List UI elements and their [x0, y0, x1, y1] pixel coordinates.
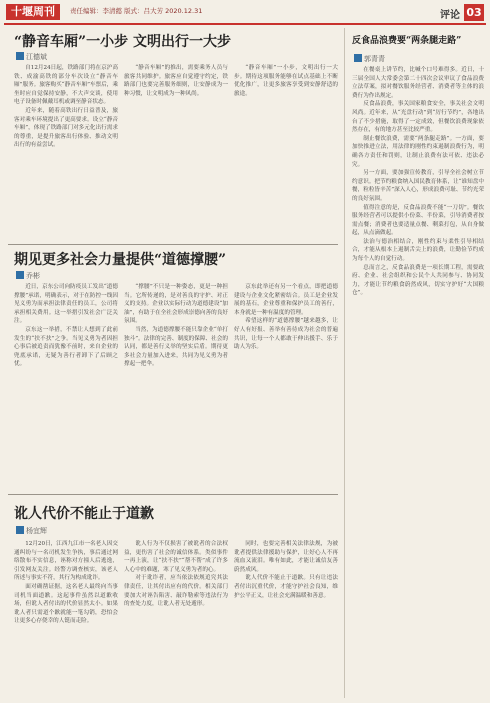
author-name: 杨宜辉	[26, 527, 47, 535]
paragraph: 当然，为道德撑腰不能只靠企业“单打独斗”。法律的完善、制度的保障、社会的认同，都是善行义举的坚实后盾。期待更多社会力量加入进来，共同为见义勇为者撑起一把伞。	[124, 326, 228, 368]
article-column	[14, 64, 118, 232]
author-marker-icon	[16, 526, 24, 534]
author-name: 江德斌	[26, 53, 47, 61]
author-name: 郭青青	[364, 55, 385, 63]
article-title: 反食品浪费要“两条腿走路”	[352, 36, 462, 46]
paragraph: 自12月24日起，铁路部门将在京沪高铁、成渝高铁的部分车次设立“静音车厢”服务。旅客购买“静音车厢”车票后，乘坐时应自觉保持安静，不大声交谈，使用电子设备时佩戴耳机或调至静音状态。	[14, 65, 118, 106]
article-column	[124, 64, 228, 232]
article-column	[234, 64, 338, 232]
article-body	[14, 64, 338, 232]
paragraph: 讹人代价不能止于道歉。只有让违法者付出沉重代价，才能守护社会良知，维护公平正义，让社会充满温暖和善意。	[234, 575, 338, 599]
article-title: 讹人代价不能止于道歉	[14, 506, 154, 522]
article-column	[14, 540, 118, 698]
article-column	[234, 283, 338, 483]
paragraph: 总而言之，反食品浪费是一项长期工程，需要政府、企业、社会组织和公民个人共同参与、协同发力，才能让节约粮食蔚然成风，切实守护好“大国粮仓”。	[352, 264, 484, 297]
paragraph: 在餐桌上讲节约，比喊个口号难得多。近日，十三届全国人大常委会第二十四次会议审议了食品浪费立法草案，拟对餐饮服务经营者、消费者等主体的浪费行为作出规定。	[352, 67, 484, 99]
paragraph: 反食品浪费，事关国家粮食安全，事关社会文明风尚。近年来，从“光盘行动”到“厉行节约”，各地出台了不少措施，取得了一定成效，但餐饮浪费现象依然存在，有的地方甚至比较严重。	[352, 101, 484, 134]
article-column	[124, 283, 228, 483]
article-byline	[16, 526, 47, 536]
article-byline	[16, 271, 40, 281]
article-body	[14, 283, 338, 483]
section-name: 评论	[440, 10, 460, 21]
article-title: “静音车厢”一小步 文明出行一大步	[14, 34, 231, 50]
paragraph: 制止餐饮浪费，需要“两条腿走路”。一方面，要加快推进立法，用法律的刚性约束遏制浪费行为，明确各方责任和罚则，让制止浪费有法可依、违法必究。	[352, 135, 484, 168]
page-number: 03	[464, 4, 484, 21]
author-name: 乔彬	[26, 272, 40, 280]
paragraph: 对于讹诈者，应当依法依规追究其法律责任，让其付出应有的代价。相关部门要加大对诬告陷害、敲诈勒索等违法行为的查处力度，让讹人者无处遁形。	[124, 575, 228, 608]
article-column	[124, 540, 228, 698]
article-body	[14, 540, 338, 698]
paragraph: 值得注意的是，反食品浪费不能“一刀切”。餐饮服务经营者可以提供小份菜、半份菜，引导消费者按需点餐；消费者也要适量点餐、剩菜打包，从自身做起，从点滴做起。	[352, 204, 484, 237]
paragraph: 12月20日，江西九江市一名老人因交通纠纷与一名司机发生争执，事后通过网络散布不实信息，诬称对方撞人后逃逸，引发网友关注。经警方调查核实，该老人所述与事实不符，其行为构成讹诈。	[14, 541, 118, 582]
paragraph: 讹人行为不仅损害了被讹者的合法权益，更伤害了社会的诚信体系。类似事件一再上演，让“扶不扶”“帮不帮”成了许多人心中的难题，寒了见义勇为者的心。	[124, 541, 228, 573]
paragraph: 面对确凿证据，这名老人最终向当事司机当面道歉。这起事件虽然以道歉收场，但讹人者付出的代价显然太小。如果讹人者只需道个歉就能一笔勾销，恐怕会让更多心存侥幸的人铤而走险。	[14, 583, 118, 625]
paragraph: “静音车厢”的推出，需要乘务人员与旅客共同维护。旅客应自觉遵守约定，铁路部门也要完善服务细则，让安静成为一种习惯，让文明成为一种风尚。	[124, 65, 228, 97]
article-byline	[16, 52, 47, 62]
article-column	[14, 283, 118, 483]
article-byline	[354, 54, 385, 64]
paragraph: 京东此举还有另一个看点，即把道德建设与企业文化紧密结合。员工是企业发展的基石，企业尊重和保护员工的善行，本身就是一种有温度的管理。	[234, 284, 338, 316]
author-marker-icon	[16, 52, 24, 60]
article-body	[352, 66, 484, 698]
article-separator	[8, 244, 338, 245]
paragraph: 同时，也要完善相关法律法规，为被讹者提供法律援助与保护，让好心人不再流血又流泪。唯有如此，才能让诚信友善蔚然成风。	[234, 541, 338, 573]
paragraph: “撑腰”不只是一种姿态，更是一种担当。它所传递的，是对善良的守护、对正义的支持。企业以实际行动为道德建设“加油”，有助于在全社会形成崇德向善的良好氛围。	[124, 284, 228, 325]
editor-meta: 责任编辑：李清懿 版式：吕大芳 2020.12.31	[70, 7, 203, 15]
column-divider	[344, 28, 345, 698]
paragraph: 近日，京东公司向防疫员工发出“道德撑腰”承诺，明确表示，对于在防控一线因见义勇为而承担法律责任的员工，公司将承担相关费用。这一举措引发社会广泛关注。	[14, 284, 118, 325]
paragraph: 另一方面，要加强宣传教育，引导全社会树立节约意识。把节约粮食纳入国民教育体系，让“谁知盘中餐，粒粒皆辛苦”深入人心，形成浪费可耻、节约光荣的良好氛围。	[352, 170, 484, 202]
paragraph: 近年来，随着高铁出行日益普及，旅客对乘车环境提出了更高要求。设立“静音车厢”，体现了铁路部门对多元化出行需求的尊重，是提升旅客出行体验、推动文明出行的有益尝试。	[14, 107, 118, 149]
header-rule	[4, 23, 486, 25]
page-header	[0, 0, 490, 24]
article-title: 期见更多社会力量提供“道德撑腰”	[14, 252, 227, 268]
paragraph: 希望这样的“道德撑腰”越来越多，让好人有好报、善举有善待成为社会的普遍共识，让每一个人都敢于伸出援手、乐于助人为乐。	[234, 318, 338, 351]
paragraph: “静音车厢”一小步，文明出行一大步。期待这项服务能够在试点基础上不断优化推广，让更多旅客享受到安静舒适的旅途。	[234, 65, 338, 97]
article-column	[234, 540, 338, 698]
author-marker-icon	[16, 271, 24, 279]
newspaper-logo: 十堰周刊	[6, 4, 60, 20]
article-separator	[8, 494, 338, 495]
paragraph: 京东这一举措，不禁让人想到了此前发生的“扶不扶”之争。当见义勇为者因担心事后被追责而犹豫不前时，来自企业的兜底承诺，无疑为善行者卸下了后顾之忧。	[14, 326, 118, 368]
paragraph: 法治与德治相结合，刚性约束与柔性引导相结合，才能从根本上遏制舌尖上的浪费，让勤俭节约成为每个人的自觉行动。	[352, 238, 484, 263]
author-marker-icon	[354, 54, 362, 62]
